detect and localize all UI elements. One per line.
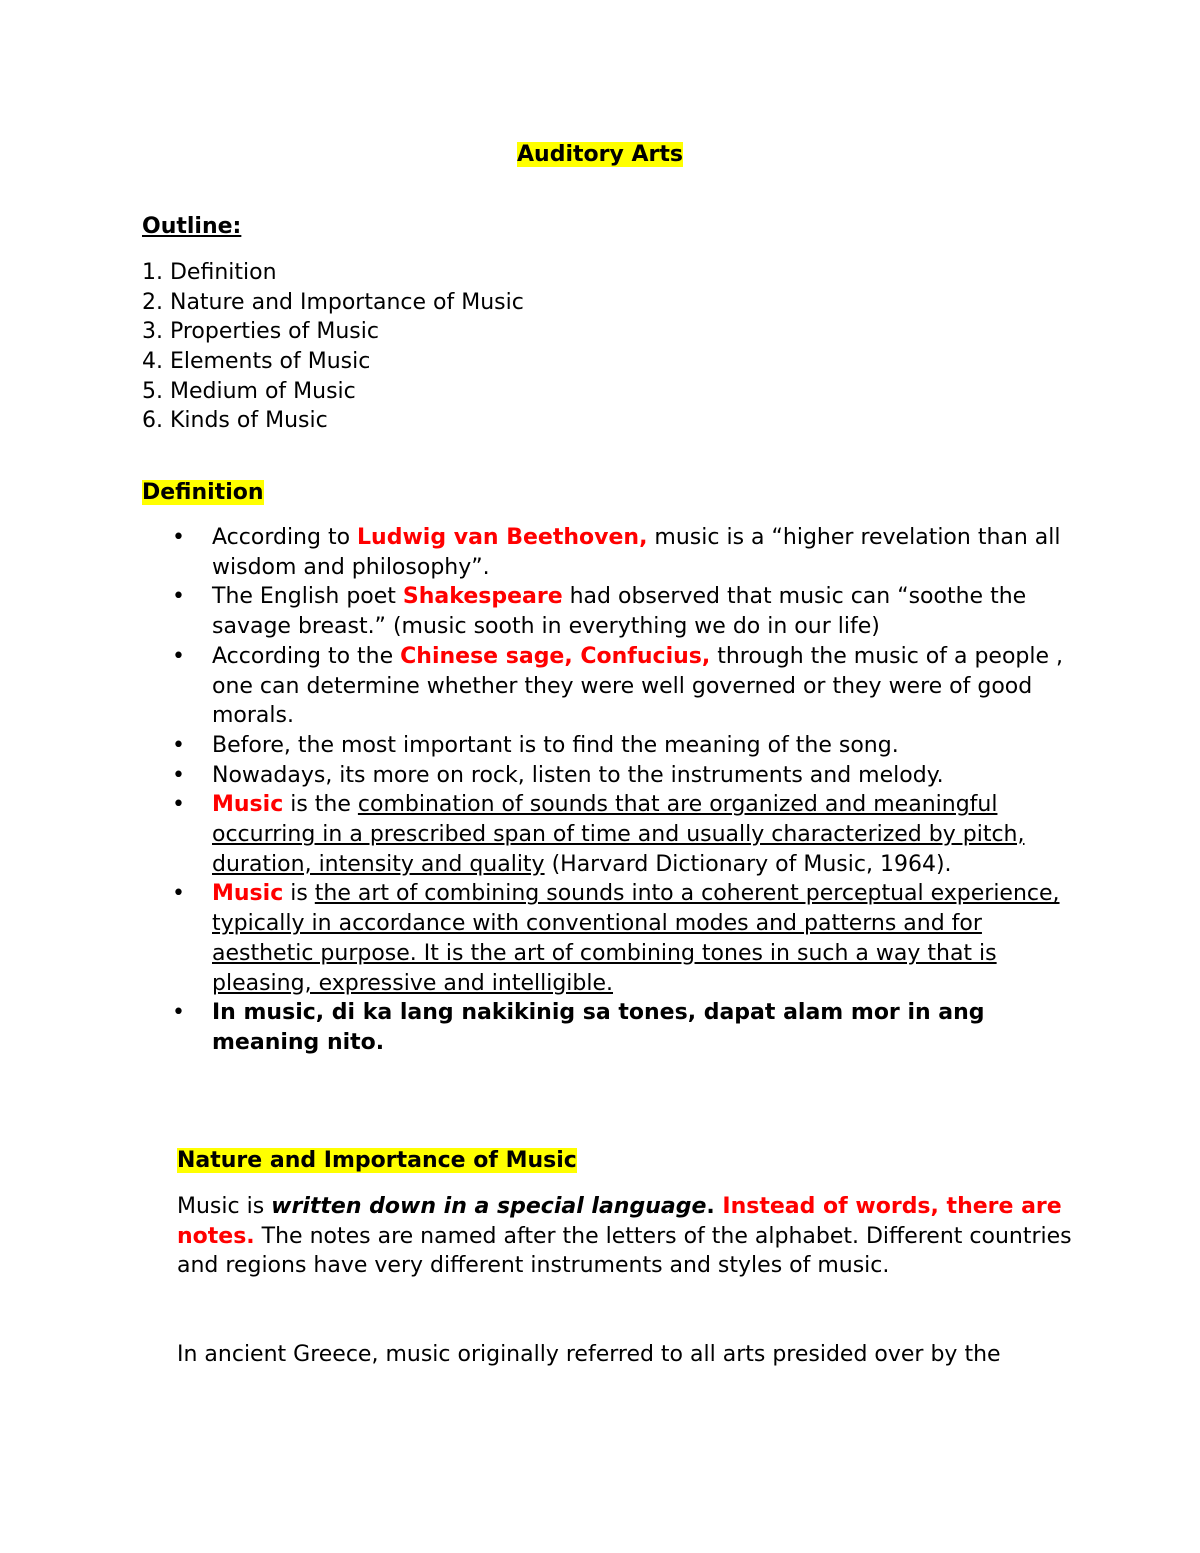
document-title: Auditory Arts (517, 142, 683, 167)
highlighted-name: Chinese sage, Confucius, (400, 643, 711, 669)
bullet-icon: • (172, 881, 185, 907)
outline-list (142, 258, 524, 436)
outline-heading: Outline: (142, 214, 242, 239)
bullet-icon: • (172, 762, 185, 788)
bullet-icon: • (172, 792, 185, 818)
outline-item: 3. Properties of Music (142, 319, 379, 345)
list-item: • The English poet Shakespeare had observed that music can “soothe the savage breast.” (music sooth in everything we do in our life) (172, 584, 1027, 640)
definition-heading: Definition (142, 480, 264, 505)
outline-item: 5. Medium of Music (142, 378, 356, 404)
nature-paragraph: In ancient Greece, music originally referred to all arts presided over by the (177, 1342, 1001, 1367)
list-item: • In music, di ka lang nakikinig sa tones, dapat alam mor in ang meaning nito. (172, 1000, 985, 1055)
list-item: • According to the Chinese sage, Confucius, through the music of a people , one can determine whether they were well governed or they were of good morals. (172, 643, 1064, 729)
outline-item: 1. Definition (142, 260, 277, 285)
nature-paragraph: Music is written down in a special language. Instead of words, there are notes. The notes are named after the letters of the alphabet. Different countries and regions have very different instruments and styles of music. (177, 1194, 1072, 1279)
highlighted-term: Music (212, 792, 284, 818)
list-item: • According to Ludwig van Beethoven, music is a “higher revelation than all wisdom and philosophy”. (172, 525, 1061, 580)
outline-item: 2. Nature and Importance of Music (142, 289, 524, 315)
bullet-icon: • (172, 584, 185, 610)
bullet-icon: • (172, 643, 185, 669)
bullet-icon: • (172, 732, 185, 758)
nature-heading: Nature and Importance of Music (177, 1148, 577, 1173)
list-item: • Before, the most important is to find the meaning of the song. (172, 731, 1072, 761)
list-item: • Music is the combination of sounds that are organized and meaningful occurring in a prescribed span of time and usually characterized by pitch, duration, intensity and quality (Harvard Dictionary of Music, 1964). (172, 792, 1025, 877)
highlighted-name: Shakespeare (402, 584, 563, 610)
outline-item: 6. Kinds of Music (142, 408, 328, 434)
definition-list (172, 523, 1072, 1058)
highlighted-term: Music (212, 881, 284, 907)
list-item: • Music is the art of combining sounds into a coherent perceptual experience, typically in accordance with conventional modes and patterns and for aesthetic purpose. It is the art of combining tones in such a way that is pleasing, expressive and intelligible. (172, 881, 1060, 996)
underlined-definition: combination of sounds that are organized and meaningful occurring in a prescribed span of time and usually characterized by pitch, duration, intensity and quality (212, 792, 1025, 877)
highlighted-name: Ludwig van Beethoven, (357, 525, 648, 550)
bullet-icon: • (172, 525, 185, 550)
bullet-icon: • (172, 1000, 185, 1026)
outline-item: 4. Elements of Music (142, 349, 371, 375)
underlined-definition: the art of combining sounds into a coherent perceptual experience, typically in accordance with conventional modes and patterns and for aesthetic purpose. It is the art of combining tones in such a way that is pleasing, expressive and intelligible. (212, 881, 1060, 996)
list-item: • Nowadays, its more on rock, listen to the instruments and melody. (172, 761, 1072, 791)
